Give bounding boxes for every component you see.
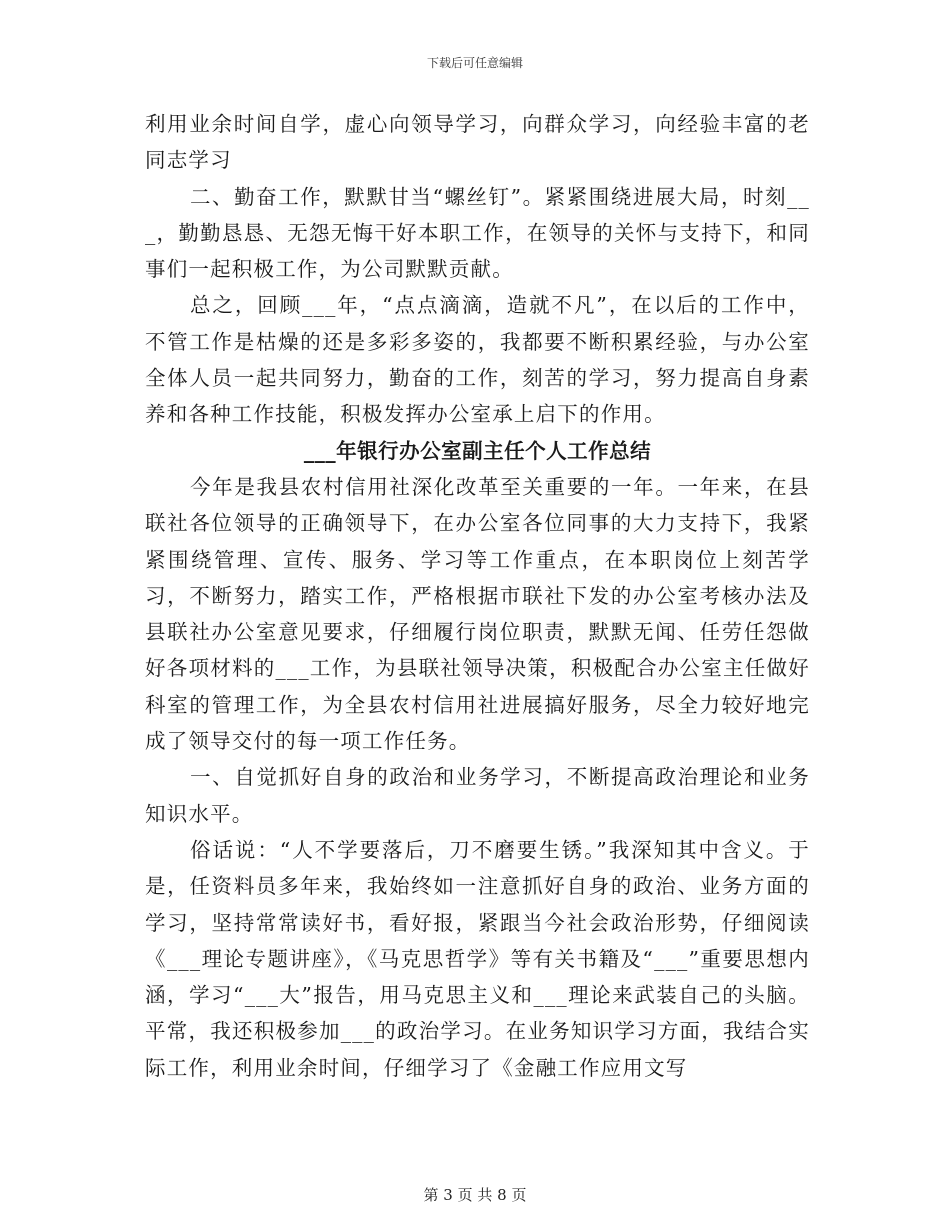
paragraph-6: 俗话说：“人不学要落后，刀不磨要生锈。”我深知其中含义。于是，任资料员多年来，我始终如一注意抓好自身的政治、业务方面的学习，坚持常常读好书，看好报，紧跟当今社会政治形势，仔细阅读《___理论专题讲座》，《马克思哲学》等有关书籍及“___”重要思想内涵，学习“___大”报告，用马克思主义和___理论来武装自己的头脑。平常，我还积极参加___的政治学习。在业务知识学习方面，我结合实际工作，利用业余时间，仔细学习了《金融工作应用文写 <box>145 837 810 1080</box>
paragraph-2: 二、勤奋工作，默默甘当“螺丝钉”。紧紧围绕进展大局，时刻___，勤勤恳恳、无怨无悔干好本职工作，在领导的关怀与支持下，和同事们一起积极工作，为公司默默贡献。 <box>145 184 810 282</box>
paragraph-4: 今年是我县农村信用社深化改革至关重要的一年。一年来，在县联社各位领导的正确领导下，在办公室各位同事的大力支持下，我紧紧围绕管理、宣传、服务、学习等工作重点，在本职岗位上刻苦学习，不断努力，踏实工作，严格根据市联社下发的办公室考核办法及县联社办公室意见要求，仔细履行岗位职责，默默无闻、任劳任怨做好各项材料的___工作，为县联社领导决策，积极配合办公室主任做好科室的管理工作，为全县农村信用社进展搞好服务，尽全力较好地完成了领导交付的每一项工作任务。 <box>145 474 810 754</box>
section-title: ___年银行办公室副主任个人工作总结 <box>303 438 652 463</box>
paragraph-3: 总之，回顾___年，“点点滴滴，造就不凡”，在以后的工作中，不管工作是枯燥的还是多彩多姿的，我都要不断积累经验，与办公室全体人员一起共同努力，勤奋的工作，刻苦的学习，努力提高自身素养和各种工作技能，积极发挥办公室承上启下的作用。 <box>145 293 810 427</box>
page-number: 第 3 页 共 8 页 <box>423 1186 527 1204</box>
page-header-note: 下载后可任意编辑 <box>426 56 523 70</box>
document-body <box>145 106 810 1086</box>
paragraph-5: 一、自觉抓好自身的政治和业务学习，不断提高政治理论和业务知识水平。 <box>145 765 810 826</box>
paragraph-1: 利用业余时间自学，虚心向领导学习，向群众学习，向经验丰富的老同志学习 <box>145 112 810 173</box>
